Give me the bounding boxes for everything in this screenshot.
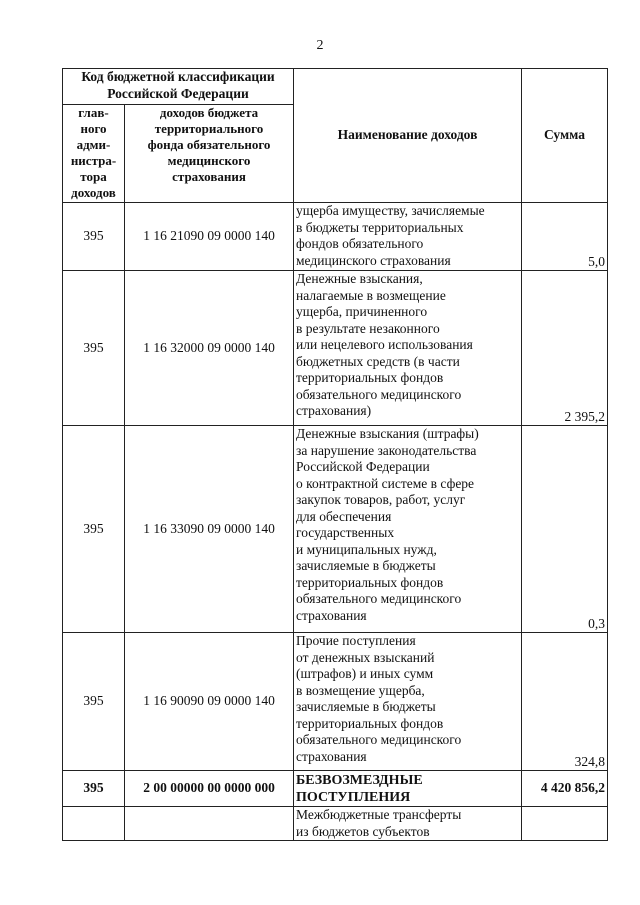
admin-cell: 395: [63, 633, 125, 771]
revenue-table: [62, 68, 608, 841]
code-column-header: доходов бюджета территориального фонда обязательного медицинского страхования: [125, 105, 294, 203]
name-cell: Прочие поступления от денежных взысканий (штрафов) и иных сумм в возмещение ущерба, зачисляемые в бюджеты территориальных фондов обязательного медицинского страхования: [294, 633, 522, 771]
sum-cell: 4 420 856,2: [522, 771, 608, 807]
classification-group-header: Код бюджетной классификации Российской Федерации: [63, 69, 294, 105]
admin-cell: 395: [63, 426, 125, 633]
code-cell: 1 16 90090 09 0000 140: [125, 633, 294, 771]
admin-column-header: глав- ного адми- нистра- тора доходов: [63, 105, 125, 203]
admin-cell: 395: [63, 771, 125, 807]
table-row: [63, 426, 608, 633]
sum-cell: 324,8: [522, 633, 608, 771]
sum-column-header: Сумма: [522, 69, 608, 203]
code-cell: 1 16 33090 09 0000 140: [125, 426, 294, 633]
admin-cell: 395: [63, 271, 125, 426]
name-column-header: Наименование доходов: [294, 69, 522, 203]
sum-cell: 0,3: [522, 426, 608, 633]
table-row: [63, 633, 608, 771]
name-cell: Денежные взыскания (штрафы) за нарушение законодательства Российской Федерации о контрактной системе в сфере закупок товаров, работ, услуг для обеспечения государственных и муниципальных нужд, зачисляемые в бюджеты территориальных фондов обязательного медицинского страхования: [294, 426, 522, 633]
sum-cell: 2 395,2: [522, 271, 608, 426]
name-cell: Денежные взыскания, налагаемые в возмещение ущерба, причиненного в результате незаконного или нецелевого использования бюджетных средств (в части территориальных фондов обязательного медицинского страхования): [294, 271, 522, 426]
sum-cell: 5,0: [522, 203, 608, 271]
sum-cell: [522, 807, 608, 841]
table-row: [63, 203, 608, 271]
table-row: [63, 271, 608, 426]
table-header-row: [63, 69, 608, 105]
code-cell: 1 16 21090 09 0000 140: [125, 203, 294, 271]
code-cell: 1 16 32000 09 0000 140: [125, 271, 294, 426]
admin-cell: 395: [63, 203, 125, 271]
code-cell: [125, 807, 294, 841]
name-cell: ущерба имуществу, зачисляемые в бюджеты территориальных фондов обязательного медицинского страхования: [294, 203, 522, 271]
page-number: 2: [316, 38, 324, 53]
admin-cell: [63, 807, 125, 841]
table-row-total: [63, 771, 608, 807]
code-cell: 2 00 00000 00 0000 000: [125, 771, 294, 807]
name-cell: Межбюджетные трансферты из бюджетов субъектов: [294, 807, 522, 841]
table-row: [63, 807, 608, 841]
name-cell: БЕЗВОЗМЕЗДНЫЕ ПОСТУПЛЕНИЯ: [294, 771, 522, 807]
